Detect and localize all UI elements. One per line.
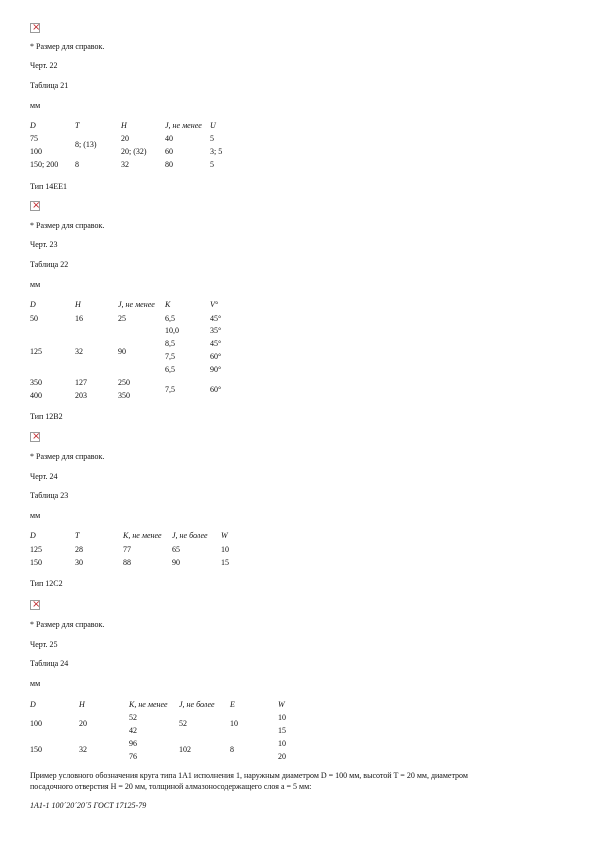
table-cell: 250 [118, 378, 130, 387]
column-header: W [221, 531, 228, 540]
column-header: J, не более [179, 700, 215, 709]
table-cell: 10 [278, 739, 286, 748]
table-cell: 50 [30, 314, 38, 323]
table-cell: 32 [75, 347, 83, 356]
table-cell: 60° [210, 385, 222, 394]
table-cell: 40 [165, 134, 173, 143]
table-cell: 3; 5 [210, 147, 223, 156]
column-header: D [30, 531, 36, 540]
table-cell: 100 [30, 719, 42, 728]
table-cell: 6,5 [165, 365, 175, 374]
unit-label: мм [30, 679, 41, 688]
table-cell: 25 [118, 314, 126, 323]
table-cell: 150; 200 [30, 160, 59, 169]
column-header: W [278, 700, 285, 709]
column-header: T [75, 531, 80, 540]
table-cell: 90 [172, 558, 180, 567]
table-title: Таблица 24 [30, 659, 69, 668]
column-header: V° [210, 300, 219, 309]
table-title: Таблица 21 [30, 81, 69, 90]
column-header: D [30, 300, 36, 309]
table-cell: 7,5 [165, 385, 175, 394]
reference-note: * Размер для справок. [30, 42, 105, 51]
table-cell: 65 [172, 545, 180, 554]
unit-label: мм [30, 280, 41, 289]
table-cell: 10 [278, 713, 286, 722]
table-cell: 45° [210, 339, 222, 348]
column-header: D [30, 121, 36, 130]
column-header: K, не менее [123, 531, 162, 540]
example-text-line-2: посадочного отверстия H = 20 мм, толщиной алмазоносодержащего слоя а = 5 мм: [30, 782, 312, 791]
type-label: Тип 12С2 [30, 579, 63, 588]
table-cell: 20 [121, 134, 129, 143]
broken-image-icon [30, 600, 40, 610]
column-header: H [75, 300, 81, 309]
chart-reference: Черт. 25 [30, 640, 58, 649]
table-cell: 20 [278, 752, 286, 761]
chart-reference: Черт. 24 [30, 472, 58, 481]
unit-label: мм [30, 101, 41, 110]
table-cell: 125 [30, 545, 42, 554]
table-cell: 15 [221, 558, 229, 567]
table-cell: 8 [75, 160, 79, 169]
table-cell: 102 [179, 745, 191, 754]
reference-note: * Размер для справок. [30, 620, 105, 629]
table-cell: 35° [210, 326, 222, 335]
table-cell: 8,5 [165, 339, 175, 348]
table-cell: 20 [79, 719, 87, 728]
table-title: Таблица 22 [30, 260, 69, 269]
table-cell: 7,5 [165, 352, 175, 361]
table-cell: 52 [179, 719, 187, 728]
table-cell: 32 [79, 745, 87, 754]
table-cell: 8 [230, 745, 234, 754]
type-label: Тип 12В2 [30, 412, 63, 421]
table-cell: 350 [118, 391, 130, 400]
table-cell: 88 [123, 558, 131, 567]
table-cell: 42 [129, 726, 137, 735]
column-header: K, не менее [129, 700, 168, 709]
table-cell: 60 [165, 147, 173, 156]
table-cell: 96 [129, 739, 137, 748]
table-cell: 90° [210, 365, 222, 374]
column-header: K [165, 300, 171, 309]
column-header: T [75, 121, 80, 130]
table-cell: 20; (32) [121, 147, 147, 156]
table-cell: 45° [210, 314, 222, 323]
type-label: Тип 14ЕЕ1 [30, 182, 68, 191]
designation-example: 1А1-1 100´20´20´5 ГОСТ 17125-79 [30, 801, 147, 810]
table-cell: 30 [75, 558, 83, 567]
table-cell: 10,0 [165, 326, 179, 335]
table-cell: 77 [123, 545, 131, 554]
chart-reference: Черт. 22 [30, 61, 58, 70]
reference-note: * Размер для справок. [30, 452, 105, 461]
column-header: H [121, 121, 127, 130]
table-cell: 60° [210, 352, 222, 361]
reference-note: * Размер для справок. [30, 221, 105, 230]
table-cell: 6,5 [165, 314, 175, 323]
table-cell: 125 [30, 347, 42, 356]
chart-reference: Черт. 23 [30, 240, 58, 249]
column-header: E [230, 700, 235, 709]
column-header: J, не менее [165, 121, 202, 130]
table-cell: 80 [165, 160, 173, 169]
table-cell: 150 [30, 558, 42, 567]
table-cell: 10 [221, 545, 229, 554]
table-cell: 76 [129, 752, 137, 761]
table-cell: 100 [30, 147, 42, 156]
table-cell: 52 [129, 713, 137, 722]
unit-label: мм [30, 511, 41, 520]
table-cell: 5 [210, 160, 214, 169]
table-cell: 127 [75, 378, 87, 387]
table-cell: 203 [75, 391, 87, 400]
table-cell: 8; (13) [75, 140, 97, 149]
table-cell: 90 [118, 347, 126, 356]
broken-image-icon [30, 201, 40, 211]
column-header: U [210, 121, 216, 130]
broken-image-icon [30, 23, 40, 33]
table-cell: 75 [30, 134, 38, 143]
table-cell: 10 [230, 719, 238, 728]
table-cell: 400 [30, 391, 42, 400]
column-header: D [30, 700, 36, 709]
table-cell: 16 [75, 314, 83, 323]
table-cell: 5 [210, 134, 214, 143]
table-cell: 28 [75, 545, 83, 554]
column-header: J, не более [172, 531, 208, 540]
example-text-line-1: Пример условного обозначения круга типа 1А1 исполнения 1, наружным диаметром D = 100 мм, высотой T = 20 мм, диаметром [30, 771, 468, 780]
table-cell: 350 [30, 378, 42, 387]
table-cell: 32 [121, 160, 129, 169]
table-cell: 15 [278, 726, 286, 735]
table-title: Таблица 23 [30, 491, 69, 500]
broken-image-icon [30, 432, 40, 442]
table-cell: 150 [30, 745, 42, 754]
column-header: H [79, 700, 85, 709]
column-header: J, не менее [118, 300, 155, 309]
